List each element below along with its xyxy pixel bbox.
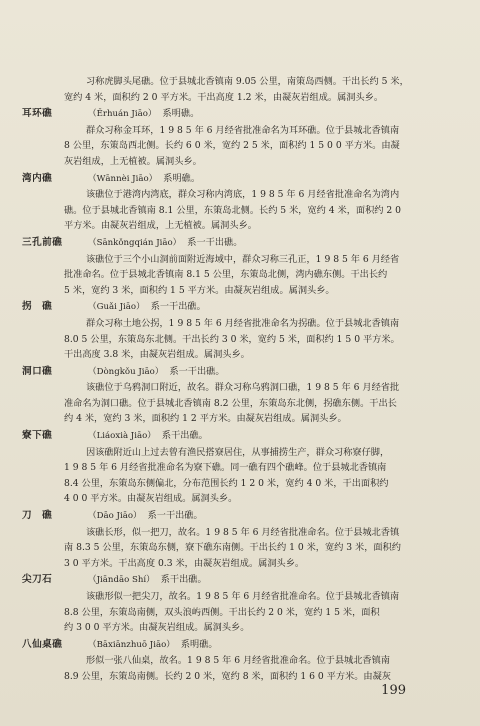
page-content	[22, 74, 462, 685]
entry-pinyin: （Jiāndāo Shí）	[88, 575, 155, 586]
entry-line: 8 公里，东策岛西北侧。长约 6 0 米，宽约 2 5 米，面积约 1 5 0 0 平方米。由凝	[64, 140, 400, 152]
entry-line: 形似一张八仙桌，故名。1 9 8 5 年 6 月经省批准命名。位于县城北香镇南	[86, 655, 390, 667]
entry-line: 该礁位于港湾内湾底，群众习称内湾底，1 9 8 5 年 6 月经省批准命名为湾内	[86, 189, 400, 201]
entry-line: 该礁长形，似一把刀，故名。1 9 8 5 年 6 月经省批准命名。位于县城北香镇	[86, 526, 400, 538]
entry-type: 系一干出礁。	[150, 301, 206, 313]
entry-heading	[22, 235, 462, 252]
entry-line: 群众习称金耳环，1 9 8 5 年 6 月经省批准命名为耳环礁。位于县城北香镇南	[86, 124, 400, 136]
entry-name: 寮下礁	[22, 430, 53, 442]
entry-name: 刀 礁	[22, 510, 53, 522]
entry-line: 约 4 米，宽约 3 米，面积约 1 2 平方米。由凝灰岩组成。属洞头乡。	[64, 413, 347, 425]
entry-heading	[22, 364, 462, 381]
entry-name: 湾内礁	[22, 172, 53, 184]
entry-line: 因该礁附近山上过去曾有渔民搭寮居住，从事捕捞生产，群众习称寮仔脚，	[86, 446, 390, 458]
page-number: 199	[381, 683, 406, 698]
entry-type: 系一干出礁。	[147, 510, 203, 522]
entry-name: 八仙桌礁	[22, 638, 63, 650]
entry-line: 群众习称土地公拐，1 9 8 5 年 6 月经省批准命名为拐礁。位于县城北香镇南	[86, 317, 400, 329]
entry-pinyin: （Ěrhuán Jiāo）	[88, 109, 157, 120]
entry-type: 系一干出礁。	[187, 236, 243, 248]
entry-baxianzhuo-reef	[22, 637, 462, 685]
entry-jiandao-rock	[22, 572, 462, 635]
entry-heading	[22, 171, 462, 188]
entry-sankongqian-reef	[22, 235, 462, 298]
entry-pinyin: （Dāo Jiāo）	[88, 511, 142, 522]
entry-line: 灰岩组成，上无植被。属洞头乡。	[64, 155, 202, 167]
entry-pinyin: （Bāxiānzhuō Jiāo）	[88, 639, 175, 650]
entry-heading	[22, 299, 462, 316]
entry-line: 8.4 公里，东策岛东侧偏北，分布范围长约 1 2 0 米，宽约 4 0 米，干出面积约	[64, 477, 389, 489]
entry-type: 系明礁。	[162, 108, 200, 120]
entry-erhuan-reef	[22, 106, 462, 169]
entry-line: 干出高度 3.8 米，由凝灰岩组成。属洞头乡。	[64, 349, 250, 361]
entry-line: 5 米，宽约 3 米，面积约 1 5 平方米。由凝灰岩组成。属洞头乡。	[64, 284, 335, 296]
entry-line: 该礁形似一把尖刀，故名。1 9 8 5 年 6 月经省批准命名。位于县城北香镇南	[86, 591, 400, 602]
entry-line: 礁。位于县城北香镇南 8.1 公里，东策岛北侧。长约 5 米，宽约 4 米，面积约 2 0	[64, 204, 401, 216]
entry-line: 8.9 公里，东策岛南侧。长约 2 0 米，宽约 8 米，面积约 1 6 0 平方米。由凝灰	[64, 670, 391, 682]
entry-pinyin: （Sānkǒngqián Jiāo）	[88, 237, 182, 248]
entry-heading	[22, 508, 462, 525]
entry-name: 尖刀石	[22, 574, 53, 586]
entry-liaoxia-reef	[22, 428, 462, 507]
entry-name: 拐 礁	[22, 301, 53, 313]
entry-line: 1 9 8 5 年 6 月经省批准命名为寮下礁。同一礁有四个礁峰。位于县城北香镇南	[64, 462, 387, 474]
entry-type: 系明礁。	[180, 638, 218, 650]
entry-wannei-reef	[22, 171, 462, 234]
entry-guai-reef	[22, 299, 462, 362]
entry-pinyin: （Dòngkǒu Jiāo）	[88, 366, 164, 377]
intro-line: 宽约 4 米，面积约 2 0 平方米。干出高度 1.2 米，由凝灰岩组成。属洞头乡。	[64, 91, 384, 103]
entry-name: 耳环礁	[22, 108, 53, 120]
entry-heading	[22, 572, 462, 589]
entry-type: 系明礁。	[163, 172, 201, 184]
entry-line: 南 8.3 5 公里，东策岛东侧，寮下礁东南侧。干出长约 1 0 米，宽约 3 米，面积约	[64, 542, 401, 554]
entry-line: 3 0 平方米。干出高度 0.3 米，由凝灰岩组成。属洞头乡。	[64, 557, 305, 569]
entry-line: 4 0 0 平方米。由凝灰岩组成。属洞头乡。	[64, 493, 238, 505]
entry-dao-reef	[22, 508, 462, 571]
entry-heading	[22, 106, 462, 123]
entry-line: 8.0 5 公里，东策岛东北侧。干出长约 3 0 米，宽约 5 米，面积约 1 5 0 平方米。	[64, 333, 400, 345]
entry-line: 该礁位于乌鸦洞口附近，故名。群众习称乌鸦洞口礁，1 9 8 5 年 6 月经省批	[86, 382, 400, 394]
entry-line: 平方米。由凝灰岩组成，上无植被。属洞头乡。	[64, 220, 257, 232]
entry-heading	[22, 428, 462, 445]
entry-type: 系干出礁。	[161, 430, 208, 442]
intro-paragraph	[22, 74, 462, 105]
entry-line: 准命名为洞口礁。位于县城北香镇南 8.2 公里，东策岛东北侧，拐礁东侧。干出长	[64, 397, 397, 409]
intro-line: 习称虎脚头尾礁。位于县城北香镇南 9.05 公里，南策岛西侧。干出长约 5 米，	[86, 76, 409, 87]
entry-name: 三孔前礁	[22, 236, 63, 248]
entry-type: 系一干出礁。	[169, 365, 225, 377]
entry-heading	[22, 637, 462, 654]
entry-line: 8.8 公里，东策岛南侧，双头浪屿西侧。干出长约 2 0 米，宽约 1 5 米，面积	[64, 606, 380, 618]
entry-line: 约 3 0 0 平方米。由凝灰岩组成。属洞头乡。	[64, 622, 250, 634]
entry-name: 洞口礁	[22, 365, 53, 377]
entry-line: 该礁位于三个小山洞前面附近海域中，群众习称三孔正，1 9 8 5 年 6 月经省	[86, 253, 400, 265]
entry-type: 系干出礁。	[160, 574, 207, 586]
entry-pinyin: （Wānnèi Jiāo）	[88, 173, 158, 184]
entry-dongkou-reef	[22, 364, 462, 427]
entry-pinyin: （Guǎi Jiāo）	[88, 302, 145, 313]
entry-line: 批准命名。位于县城北香镇南 8.1 5 公里，东策岛北侧，湾内礁东侧。干出长约	[64, 269, 388, 281]
entry-pinyin: （Liáoxià Jiāo）	[88, 431, 156, 442]
